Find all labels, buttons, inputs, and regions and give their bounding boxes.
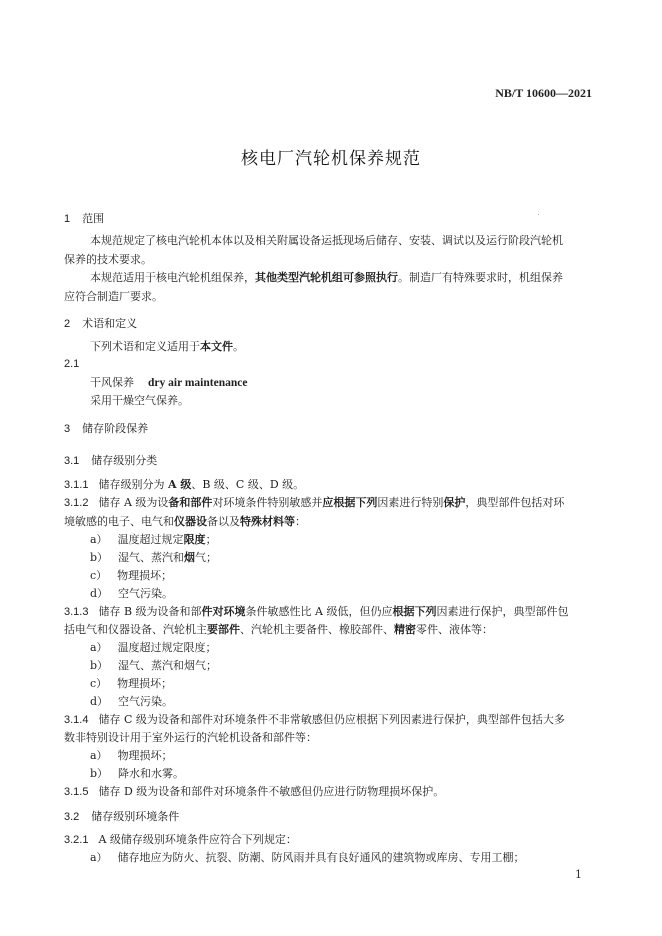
scope-paragraph-1-line-2: 保养的技术要求。 [64,253,152,266]
text-run: 储存 D 级为设备和部件对环境条件不敏感但仍应进行防物理损坏保护。 [98,785,445,798]
list-text: 降水和水雾。 [118,767,185,780]
list-item [90,694,173,709]
clause-number: 3.1.5 [64,786,89,798]
list-label: b） [90,767,109,780]
text-run: A 级储存级别环境条件应符合下列规定： [98,833,297,846]
clause-number: 3.1.1 [64,479,89,491]
list-label: d） [90,695,109,708]
subsection-number: 3.1 [64,455,80,467]
list-text: 物理损坏； [117,749,173,762]
subsection-3-1-heading [64,452,157,468]
page-number: 1 [575,868,582,881]
clause-3-1-2-line-2 [64,514,306,529]
section-title: 储存阶段保养 [82,422,149,435]
list-label: c） [90,569,108,582]
text-run: 零件、液体等： [416,623,493,636]
clause-3-1-4-line-1 [64,712,565,728]
text-run-bold: A 级 [167,478,192,491]
text-run: 、B 级、C 级、D 级。 [191,478,305,491]
list-label: b） [90,551,109,564]
section-1-heading [64,210,104,226]
section-2-heading [64,315,137,331]
section-number: 1 [64,213,71,225]
list-label: a） [90,851,108,864]
term-entry [90,375,247,391]
clause-3-1-5 [64,784,444,800]
list-item [90,568,172,583]
clause-3-1-1 [64,477,304,493]
text-run-bold: 要部件 [207,623,240,636]
text-run: 境敏感的电子、电气和 [64,515,174,528]
text-run: 温度超过规定 [117,533,184,546]
list-label: d） [90,587,109,600]
list-item [90,850,525,865]
list-item [90,586,173,601]
list-item [90,676,172,691]
text-run: 湿气、蒸汽和 [118,551,185,564]
term-definition: 采用干燥空气保养。 [90,394,189,407]
list-label: a） [90,749,108,762]
text-run: 储存 A 级为设 [98,496,169,509]
text-run-bold: 特殊材料等 [240,515,295,528]
text-run: 条件敏感性比 A 级低，但仍应 [245,605,393,618]
text-run: ，典型部件包括对环 [465,496,565,509]
text-run: 、汽轮机主要备件、橡胶部件、 [240,623,394,636]
text-run: 物理损坏； [117,569,173,582]
list-item [90,766,184,781]
list-label: b） [90,659,109,672]
list-text: 温度超过规定限度； [117,641,217,654]
clause-3-2-1 [64,832,297,848]
subsection-title: 储存级别分类 [91,454,158,467]
subsection-3-2-heading [64,808,179,824]
text-run: ： [295,515,306,528]
list-text: 空气污染。 [118,695,174,708]
text-run: 储存 B 级为设备和部 [98,605,202,618]
text-run: 对环境条件特别敏感并 [212,496,323,509]
text-run: 下列术语和定义适用于 [90,340,200,353]
clause-number: 3.2.1 [64,834,89,846]
section-number: 2 [64,318,71,330]
clause-3-1-2-line-1 [64,495,564,511]
text-run-bold: 其他类型汽轮机组可参照执行 [255,271,398,284]
terms-intro [90,339,244,354]
text-run: 因素进行特别 [377,496,444,509]
clause-3-1-4-line-2: 数非特别设计用于室外运行的汽轮机设备和部件等： [64,731,317,744]
text-run-bold: 保护 [443,496,466,509]
section-title: 范围 [82,212,105,225]
list-text: 湿气、蒸汽和烟气； [118,659,218,672]
list-item [90,532,217,547]
list-item [90,658,217,673]
clause-number: 3.1.4 [64,714,89,726]
text-run-bold: 根据下列 [392,605,437,618]
document-title: 核电厂汽轮机保养规范 [241,149,421,169]
text-run-bold: 限度 [183,533,206,546]
list-item [90,640,217,655]
list-item [90,550,217,565]
scope-paragraph-2-line-2: 应符合制造厂要求。 [64,290,163,303]
text-run: 。制造厂有特殊要求时，机组保养 [398,271,563,284]
section-number: 3 [64,423,71,435]
clause-3-1-3-line-1 [64,604,568,620]
clause-number: 3.1.2 [64,497,89,509]
text-run: ； [205,533,217,546]
list-label: c） [90,677,108,690]
subsection-number: 3.2 [64,811,80,823]
text-run: 备以及 [207,515,240,528]
section-title: 术语和定义 [82,317,138,330]
text-run-bold: 应根据下列 [322,496,378,509]
text-run-bold: 件对环境 [201,605,246,618]
text-run: 本规范适用于核电汽轮机组保养， [90,271,255,284]
subsection-title: 储存级别环境条件 [91,810,180,823]
clause-number: 3.1.3 [64,606,89,618]
list-label: a） [90,533,108,546]
term-english: dry air maintenance [148,377,248,389]
text-run: 括电气和仪器设备、汽轮机主 [64,623,207,636]
list-item [90,748,173,763]
term-chinese: 干风保养 [90,376,134,389]
text-run: 。 [233,340,244,353]
section-3-heading [64,420,148,436]
text-run-bold: 仪器设 [174,515,207,528]
text-run: 空气污染。 [118,587,174,600]
clause-3-1-3-line-2 [64,622,493,637]
list-label: a） [90,641,108,654]
text-run-bold: 烟 [184,551,196,564]
text-run: 储存级别分为 [98,478,168,491]
scope-paragraph-2-line-1 [90,270,563,285]
scan-speck [538,214,539,215]
text-run: 因素进行保护，典型部件包 [436,605,569,618]
text-run: 气； [195,551,218,564]
text-run-bold: 本文件 [200,340,233,353]
scope-paragraph-1-line-1: 本规范规定了核电汽轮机本体以及相关附属设备运抵现场后储存、安装、调试以及运行阶段汽轮机 [90,234,563,247]
list-text: 储存地应为防火、抗裂、防潮、防风雨并具有良好通风的建筑物或库房、专用工棚； [117,851,525,864]
list-text: 物理损坏； [117,677,173,690]
text-run: 储存 C 级为设备和部件对环境条件不非常敏感但仍应根据下列因素进行保护，典型部件包括大多 [98,713,565,726]
standard-number: NB/T 10600—2021 [495,86,592,100]
text-run-bold: 精密 [394,623,416,636]
term-number: 2.1 [64,358,80,370]
text-run-bold: 备和部件 [168,496,213,509]
